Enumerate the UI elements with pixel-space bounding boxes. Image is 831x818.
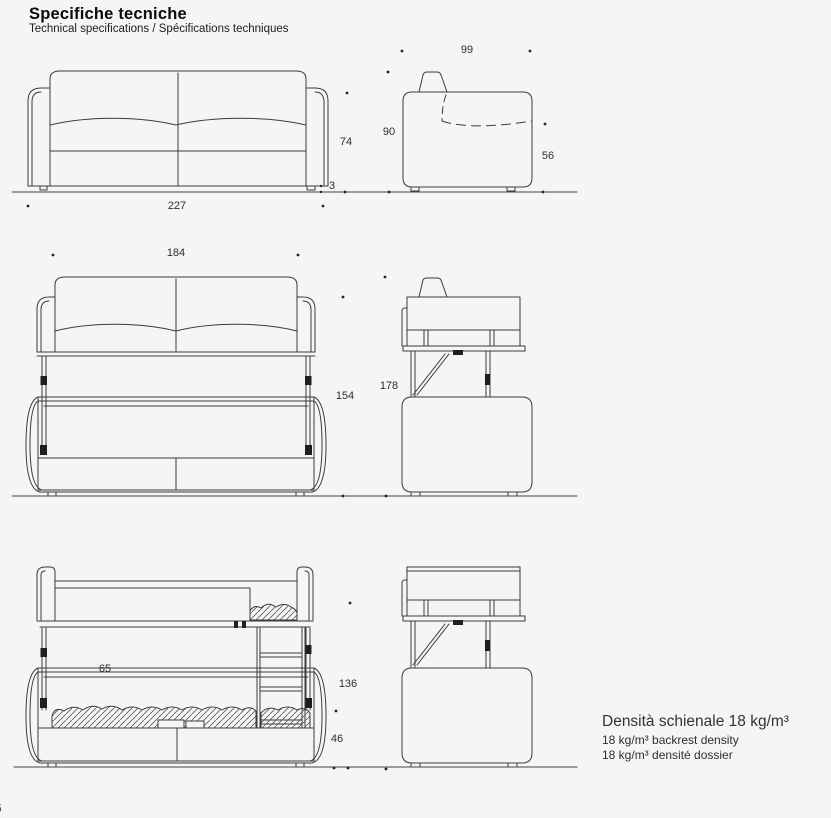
sofa-closed-side-drawing bbox=[403, 72, 532, 191]
dimension-label-bunk-lower-height: 46 bbox=[330, 733, 344, 745]
density-note-french: 18 kg/m³ densité dossier bbox=[602, 748, 733, 763]
dimension-label-closed-side-seat: 56 bbox=[541, 150, 555, 162]
sofa-closed-front-drawing bbox=[28, 71, 328, 190]
density-note-english: 18 kg/m³ backrest density bbox=[602, 733, 739, 748]
dimension-label-bunk-upper-height: 136 bbox=[338, 678, 358, 690]
dimension-label-closed-front-width: 227 bbox=[167, 200, 187, 212]
bunk-side-drawing bbox=[402, 567, 532, 767]
sofa-open-side-drawing bbox=[402, 278, 532, 496]
dimension-label-closed-side-height: 90 bbox=[382, 126, 396, 138]
page-number bbox=[0, 801, 2, 815]
dimension-label-closed-front-feet: 3 bbox=[328, 180, 336, 192]
dimension-label-closed-front-height: 74 bbox=[339, 136, 353, 148]
bunk-front-drawing bbox=[26, 567, 326, 767]
dimension-label-open-side-height: 178 bbox=[379, 380, 399, 392]
density-note bbox=[602, 712, 789, 763]
dimension-label-closed-side-depth: 99 bbox=[460, 44, 474, 56]
dimension-label-open-front-width: 184 bbox=[166, 247, 186, 259]
density-note-italian: Densità schienale 18 kg/m³ bbox=[602, 713, 789, 730]
page-title: Specifiche tecniche bbox=[29, 5, 187, 23]
dimension-label-bunk-inner-width: 65 bbox=[98, 663, 112, 675]
sofa-open-front-drawing bbox=[26, 277, 326, 496]
page-subtitle: Technical specifications / Spécifications techniques bbox=[29, 23, 289, 35]
dimension-label-open-front-height: 154 bbox=[335, 390, 355, 402]
